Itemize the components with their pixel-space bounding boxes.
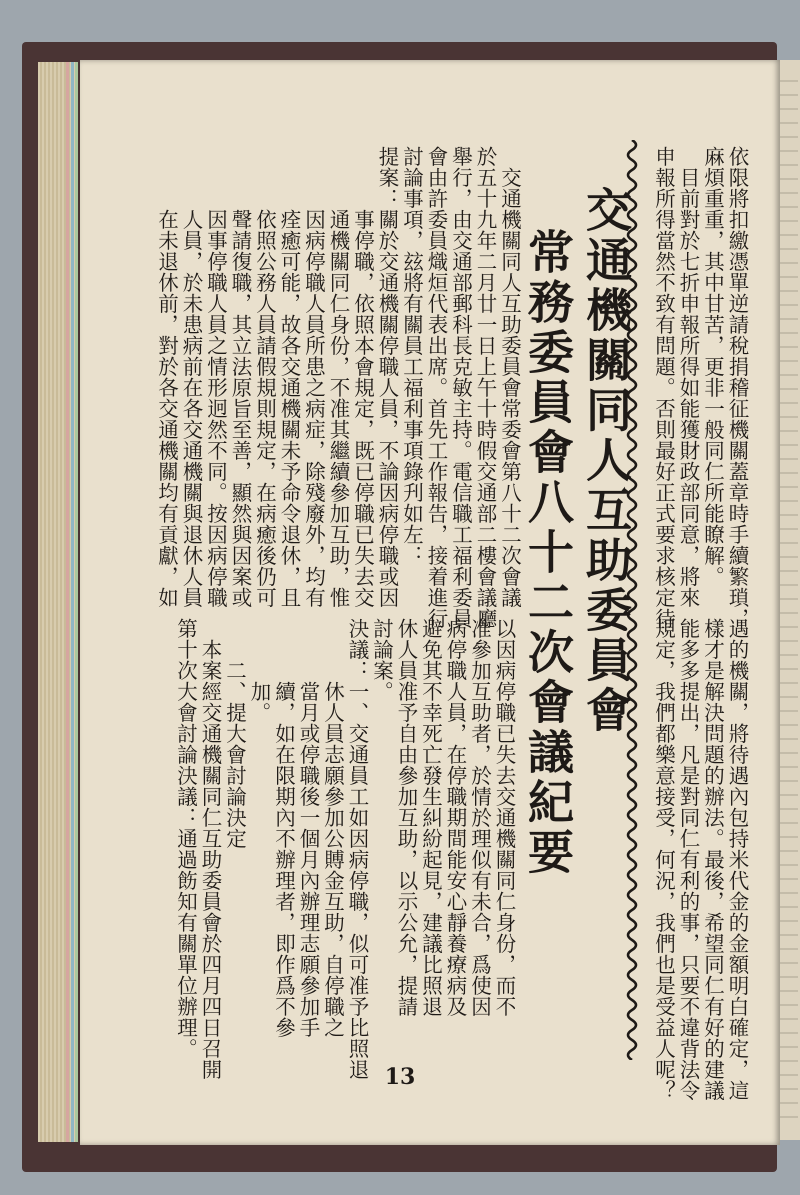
left-bottom-line: 續，如在限期內不辦理者，即作爲不參 — [271, 618, 296, 1038]
edge-stripe-blue — [71, 62, 74, 1142]
left-bottom-line: 休人員志願參加公賻金互助，自停職之 — [320, 618, 345, 1038]
left-top-line: 舉行，由交通部郵科長克敏主持。電信職工福利委員 — [448, 146, 473, 629]
left-top-line: 會由許委員熾烜代表出席。首先工作報告，接着進行 — [424, 146, 448, 629]
left-bottom-line: 討論案。 — [369, 618, 394, 702]
left-bottom-line: 以因病停職已失去交通機關同仁身份，而不 — [492, 618, 516, 1017]
right-bottom-line: 能多多提出，凡是對同仁有利的事，只要不違背法令 — [676, 618, 700, 1101]
left-bottom-line: 避免其不幸死亡發生糾紛起見，建議比照退 — [418, 618, 443, 1017]
left-top-line: 依照公務人員請假規則規定，在病癒後仍可 — [252, 146, 277, 608]
article-subtitle: 常務委員會八十二次會議紀要 — [521, 228, 575, 878]
left-bottom-line: 決議：一、交通員工如因病停職，似可准予比照退 — [345, 618, 369, 1080]
right-bottom-line: 遇的機關，將待遇內包持米代金的金額明白確定，這 — [725, 618, 749, 1101]
left-top-line: 因事停職人員之情形迥然不同。按因病停職 — [203, 146, 228, 608]
edge-stripe-red — [66, 62, 69, 1142]
left-top-line: 痊癒可能，故各交通機關未予命令退休，且 — [277, 146, 301, 608]
left-top-line: 提案：關於交通機關停職人員，不論因病停職或因 — [375, 146, 399, 608]
right-top-line: 申報所得當然不致有問題。否則最好正式要求核定待 — [651, 146, 676, 629]
right-top-line: 依限將扣繳憑單逆請稅捐稽征機關蓋章時手續繁瑣， — [725, 146, 749, 629]
left-bottom-line: 病停職人員，在停職期間能安心靜養療病及 — [443, 618, 467, 1017]
article-title: 交通機關同人互助委員會 — [579, 186, 633, 736]
left-bottom-line: 第十次大會討論決議：通過飭知有關單位辦理。 — [173, 618, 198, 1059]
right-bottom-line: 樣才是解決問題的辦法。最後，希望同仁有好的建議 — [700, 618, 725, 1101]
left-top-line: 於五十九年二月廿一日上午十時假交通部二樓會議廳 — [473, 146, 497, 629]
left-bottom-line: 加。 — [247, 618, 271, 723]
left-top-line: 人員，於未患病前在各交通機關與退休人員 — [179, 146, 203, 608]
left-bottom-line: 本案經交通機關同仁互助委員會於四月四日召開 — [198, 618, 222, 1080]
left-top-line: 討論事項，玆將有關員工福利事項錄刋如左： — [399, 146, 424, 566]
left-top-line: 因病停職人員所患之病症，除殘廢外，均有 — [301, 146, 326, 608]
left-bottom-line: 准參加互助者，於情於理似有未合，爲使因 — [467, 618, 492, 1017]
page-number: 13 — [384, 1064, 416, 1090]
left-bottom-line: 當月或停職後一個月內辦理志願參加手 — [296, 618, 320, 1038]
left-top-line: 聲請復職，其立法原旨至善，顯然與因案或 — [228, 146, 252, 608]
right-column-top — [651, 146, 749, 629]
left-column-bottom — [173, 618, 516, 1080]
left-bottom-line: 休人員准予自由參加互助，以示公允，提請 — [394, 618, 418, 1017]
left-bottom-line: 二、提大會討論決定 — [222, 618, 247, 849]
right-column-bottom — [651, 618, 749, 1101]
left-top-line: 通機關同仁身份，不准其繼續參加互助，惟 — [326, 146, 350, 608]
right-top-line: 目前對於七折申報所得如能獲財政部同意，將來 — [676, 146, 700, 608]
edge-stripe-green — [75, 62, 78, 1142]
right-bottom-line: 規定，我們都樂意接受，何況，我們也是受益人呢？ — [651, 618, 676, 1101]
left-top-line: 在未退休前，對於各交通機關均有貢獻，如 — [154, 146, 179, 608]
left-top-line: 事停職，依照本會規定，既已停職已失去交 — [350, 146, 375, 608]
left-column-top — [154, 146, 522, 629]
left-top-line: 交通機關同人互助委員會常委會第八十二次會議 — [497, 146, 522, 608]
right-top-line: 麻煩重重，其中甘苦，更非一般同仁所能瞭解。 — [700, 146, 725, 587]
